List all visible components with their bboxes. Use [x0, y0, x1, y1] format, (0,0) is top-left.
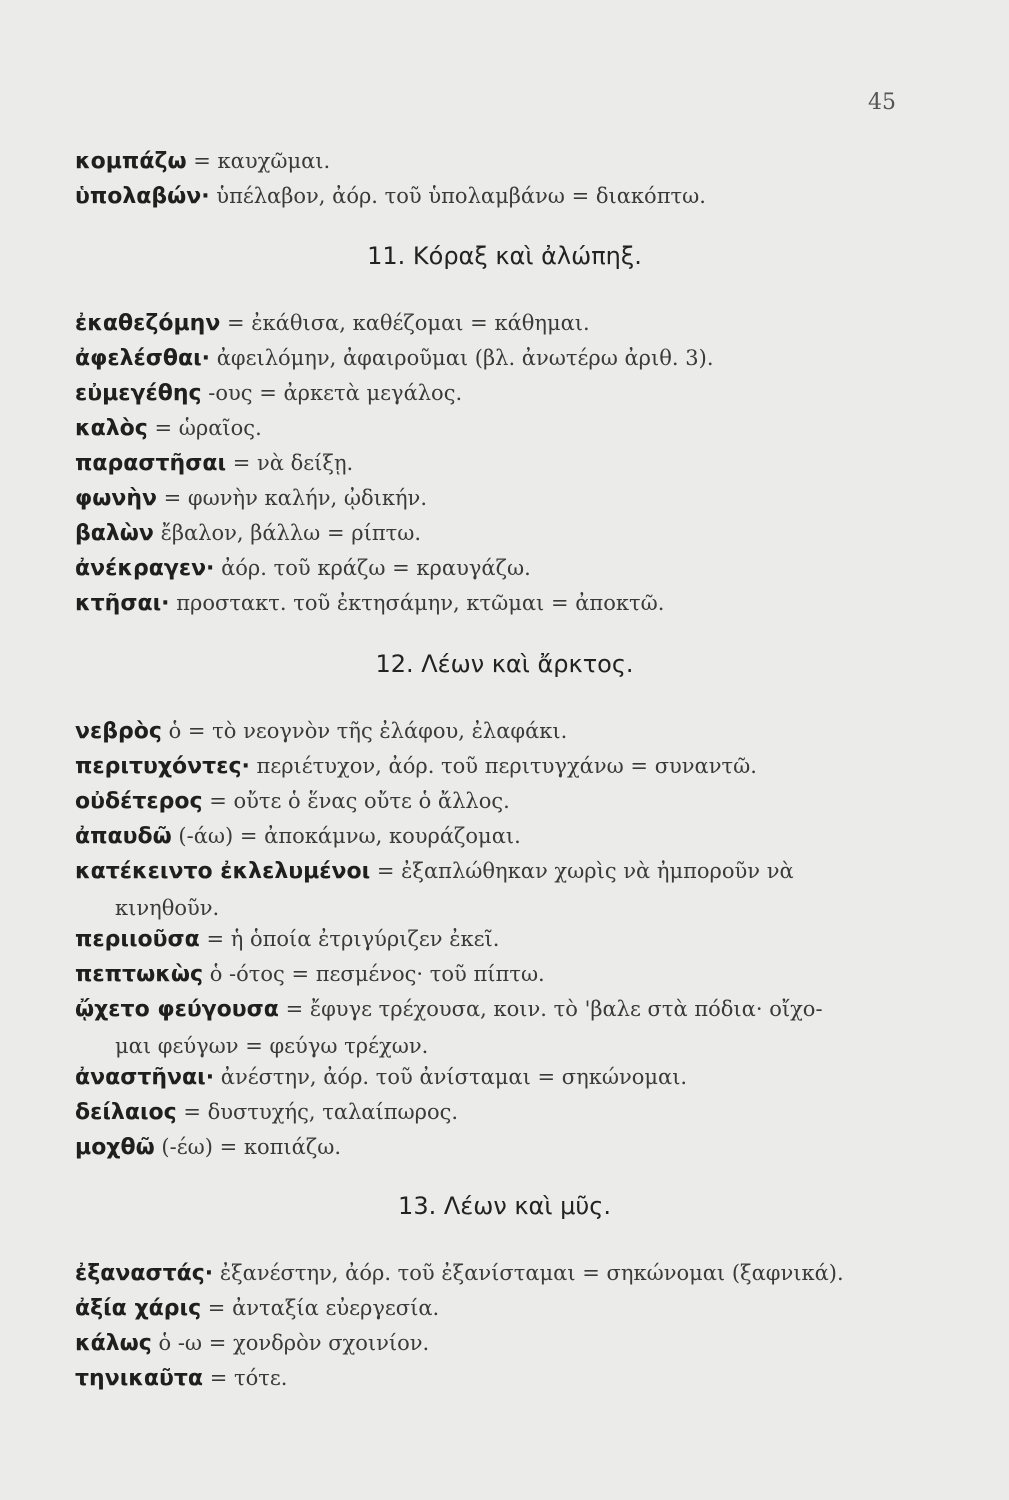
entry-term: μοχθῶ	[75, 1135, 155, 1160]
entry-definition: = ἐξαπλώθηκαν χωρὶς νὰ ἠμποροῦν νὰ	[370, 859, 794, 883]
section-heading: 12. Λέων καὶ ἄρκτος.	[375, 650, 634, 678]
entry-term: νεβρὸς	[75, 719, 162, 744]
entry-definition: = νὰ δείξῃ.	[226, 451, 354, 475]
entry-definition: = δυστυχής, ταλαίπωρος.	[176, 1100, 459, 1124]
entry-term: ἐκαθεζόμην	[75, 311, 221, 336]
glossary-entry	[75, 516, 935, 551]
glossary-entry	[75, 446, 935, 481]
entry-definition: (-έω) = κοπιάζω.	[154, 1135, 342, 1159]
entry-term: ἀξία χάρις	[75, 1296, 202, 1321]
entry-definition: ὁ = τὸ νεογνὸν τῆς ἐλάφου, ἐλαφάκι.	[161, 719, 568, 743]
entry-term: ὑπολαβών·	[75, 184, 210, 209]
entry-term: κάλως	[75, 1331, 152, 1356]
glossary-entry	[75, 957, 935, 992]
entry-definition: = ἐκάθισα, καθέζομαι = κάθημαι.	[220, 311, 590, 335]
entry-definition: = ἀνταξία εὐεργεσία.	[201, 1296, 440, 1320]
entry-term: καλὸς	[75, 416, 148, 441]
entry-term: ἐξαναστάς·	[75, 1261, 214, 1286]
glossary-entry	[75, 749, 935, 784]
entry-term: παραστῆσαι	[75, 451, 227, 476]
entry-definition: -ους = ἀρκετὰ μεγάλος.	[201, 381, 463, 405]
glossary-entry	[75, 481, 935, 516]
glossary-entry	[75, 784, 935, 819]
glossary-entry	[75, 1256, 935, 1291]
entry-definition: ἔβαλον, βάλλω = ρίπτω.	[153, 521, 422, 545]
section-heading: 11. Κόραξ καὶ ἀλώπηξ.	[367, 242, 642, 270]
glossary-entry	[75, 144, 935, 179]
glossary-entry	[75, 854, 935, 925]
glossary-entry	[75, 1361, 935, 1396]
entry-term: ἀφελέσθαι·	[75, 346, 211, 371]
entry-term: βαλὼν	[75, 521, 154, 546]
glossary-entry	[75, 586, 935, 621]
entry-definition: περιέτυχον, ἀόρ. τοῦ περιτυγχάνω = συναντῶ.	[249, 754, 757, 778]
glossary-entry	[75, 179, 935, 214]
glossary-entry	[75, 1326, 935, 1361]
entry-definition: ἀόρ. τοῦ κράζω = κραυγάζω.	[214, 556, 531, 580]
glossary-entry	[75, 306, 935, 341]
entry-term: περιιοῦσα	[75, 927, 200, 952]
entry-definition: = οὔτε ὁ ἕνας οὔτε ὁ ἄλλος.	[202, 789, 510, 813]
entry-definition: ἀνέστην, ἀόρ. τοῦ ἀνίσταμαι = σηκώνομαι.	[214, 1065, 688, 1089]
entry-term: οὐδέτερος	[75, 789, 203, 814]
entry-definition: ἀφειλόμην, ἀφαιροῦμαι (βλ. ἀνωτέρω ἀριθ. 3).	[210, 346, 714, 370]
entry-definition-continued: κινηθοῦν.	[115, 896, 220, 920]
entry-definition-continued: μαι φεύγων = φεύγω τρέχων.	[115, 1034, 429, 1058]
entry-term: κατέκειντο ἐκλελυμένοι	[75, 859, 371, 884]
glossary-entry	[75, 411, 935, 446]
glossary-entry	[75, 1130, 935, 1165]
entry-definition: (-άω) = ἀποκάμνω, κουράζομαι.	[171, 824, 521, 848]
entry-term: εὐμεγέθης	[75, 381, 202, 406]
entry-term: τηνικαῦτα	[75, 1366, 204, 1391]
entry-definition: = καυχῶμαι.	[186, 149, 331, 173]
entry-definition: ἐξανέστην, ἀόρ. τοῦ ἐξανίσταμαι = σηκώνομαι (ξαφνικά).	[213, 1261, 844, 1285]
entry-definition: = τότε.	[203, 1366, 288, 1390]
entry-term: δείλαιος	[75, 1100, 177, 1125]
entry-term: κτῆσαι·	[75, 591, 170, 616]
entry-term: ἀναστῆναι·	[75, 1065, 215, 1090]
entry-term: ἀπαυδῶ	[75, 824, 172, 849]
page-number: 45	[868, 90, 896, 115]
glossary-entry	[75, 376, 935, 411]
entry-term: πεπτωκὼς	[75, 962, 204, 987]
glossary-entry	[75, 1060, 935, 1095]
glossary-entry	[75, 1095, 935, 1130]
entry-definition: ὑπέλαβον, ἀόρ. τοῦ ὑπολαμβάνω = διακόπτω.	[209, 184, 706, 208]
entry-term: φωνὴν	[75, 486, 157, 511]
glossary-entry	[75, 922, 935, 957]
glossary-entry	[75, 714, 935, 749]
entry-definition: = ἡ ὁποία ἐτριγύριζεν ἐκεῖ.	[199, 927, 500, 951]
glossary-entry	[75, 992, 935, 1063]
entry-term: περιτυχόντες·	[75, 754, 250, 779]
entry-term: ᾤχετο φεύγουσα	[75, 997, 279, 1022]
entry-definition: = ὡραῖος.	[147, 416, 262, 440]
glossary-entry	[75, 551, 935, 586]
glossary-entry	[75, 341, 935, 376]
glossary-entry	[75, 1291, 935, 1326]
entry-definition: προστακτ. τοῦ ἐκτησάμην, κτῶμαι = ἀποκτῶ.	[169, 591, 665, 615]
entry-definition: ὁ -ότος = πεσμένος· τοῦ πίπτω.	[203, 962, 545, 986]
entry-definition: = ἔφυγε τρέχουσα, κοιν. τὸ 'βαλε στὰ πόδια· οἴχο-	[278, 997, 823, 1021]
entry-definition: = φωνὴν καλήν, ᾠδικήν.	[156, 486, 427, 510]
entry-term: κομπάζω	[75, 149, 187, 174]
glossary-entry	[75, 819, 935, 854]
entry-definition: ὁ -ω = χονδρὸν σχοινίον.	[151, 1331, 430, 1355]
section-heading: 13. Λέων καὶ μῦς.	[398, 1192, 611, 1220]
entry-term: ἀνέκραγεν·	[75, 556, 215, 581]
